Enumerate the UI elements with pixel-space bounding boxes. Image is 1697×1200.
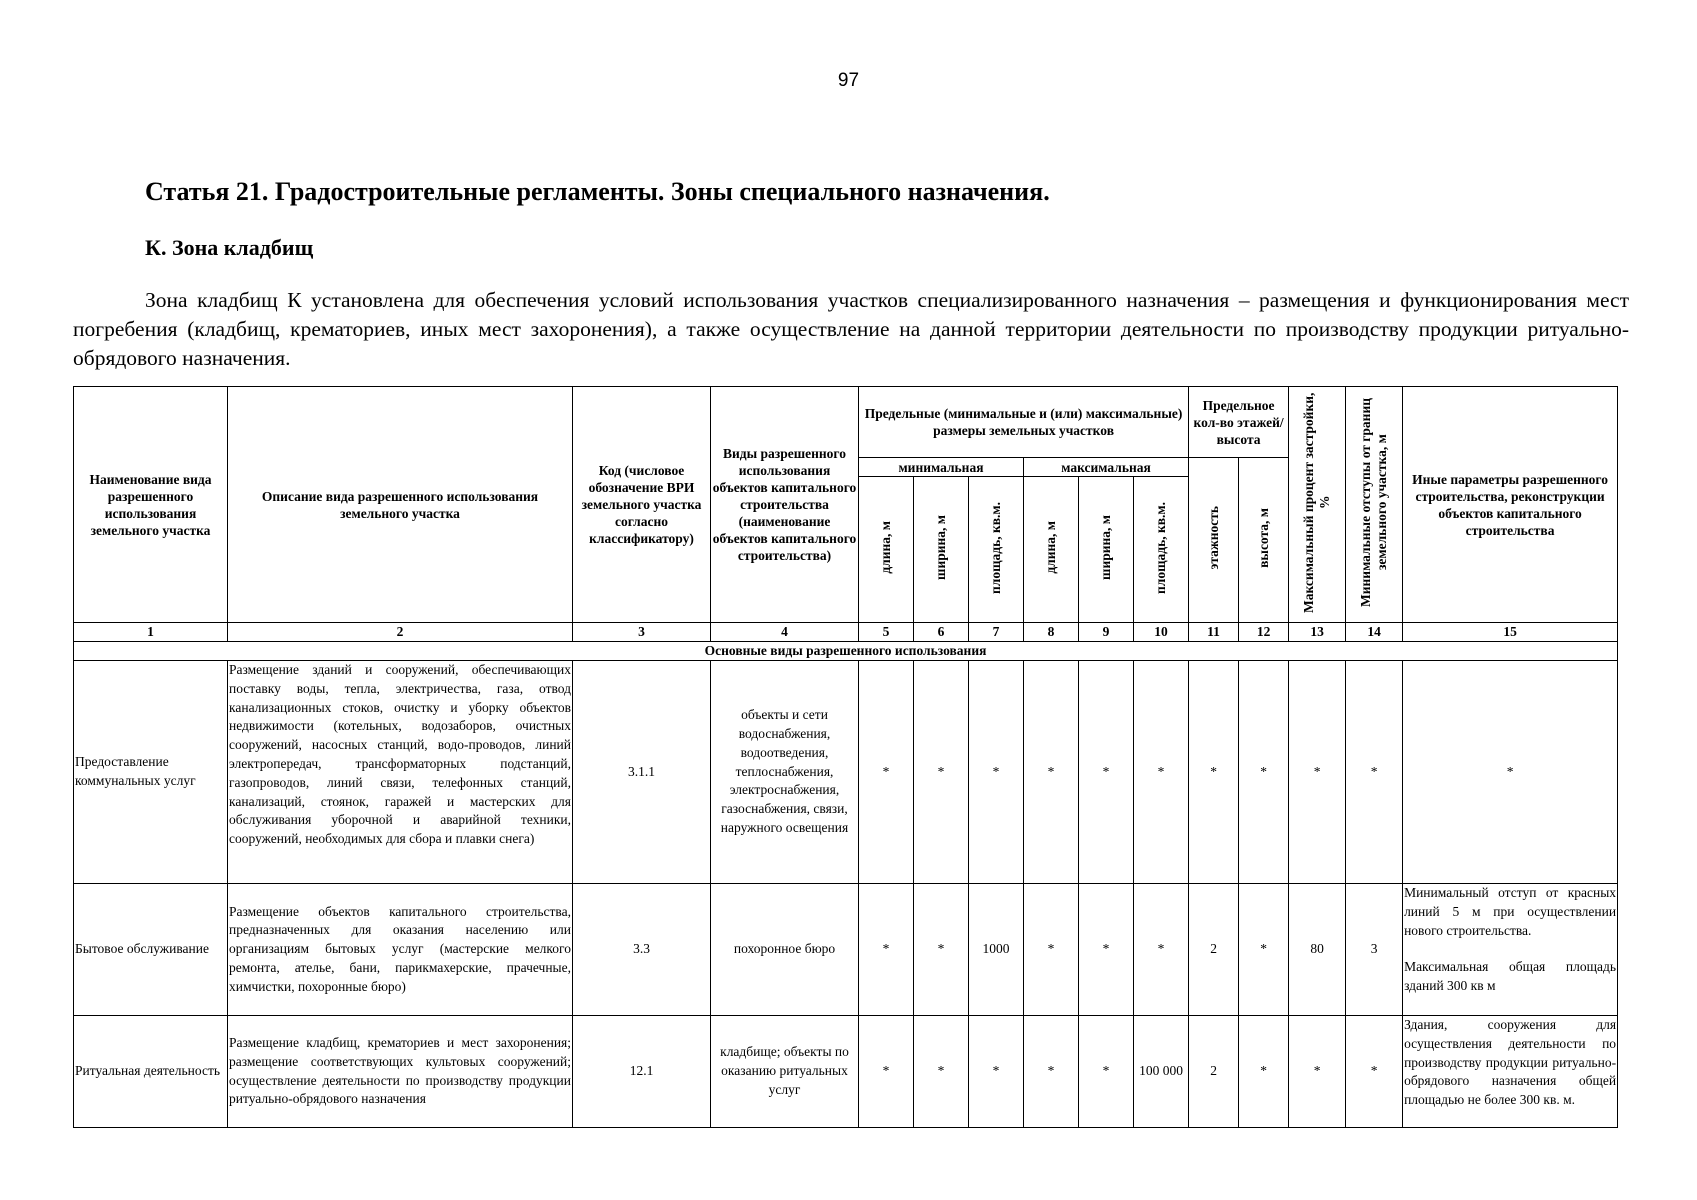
column-number: 3 [573, 623, 711, 642]
column-number: 12 [1239, 623, 1289, 642]
cell-min-width: * [914, 1016, 969, 1128]
cell-description: Размещение зданий и сооружений, обеспечивающих поставку воды, тепла, электричества, газа, отвод канализационных стоков, очистку и уборку объектов недвижимости (котельных, водозаборов, очистных сооружений, насосных станций, водо-проводов, линий электропередач, трансформаторных подстанций, газопроводов, линий связи, телефонных станций, канализаций, стоянок, гаражей и мастерских для обслуживания уборочной и аварийной техники, сооружений, необходимых для сбора и плавки снега) [228, 661, 573, 884]
header-object-types: Виды разрешенного использования объектов капитального строительства (наименование объектов капитального строительства) [711, 387, 859, 623]
column-number: 4 [711, 623, 859, 642]
cell-height: * [1239, 1016, 1289, 1128]
header-limits: Предельные (минимальные и (или) максимальные) размеры земельных участков [859, 387, 1189, 458]
cell-min-length: * [859, 661, 914, 884]
cell-objects: похоронное бюро [711, 884, 859, 1016]
cell-min-width: * [914, 661, 969, 884]
cell-floors: 2 [1189, 1016, 1239, 1128]
header-min-width: ширина, м [914, 477, 969, 623]
cell-min-width: * [914, 884, 969, 1016]
cell-max-build: * [1289, 1016, 1346, 1128]
header-min-length: длина, м [859, 477, 914, 623]
cell-max-width: * [1079, 1016, 1134, 1128]
cell-floors: 2 [1189, 884, 1239, 1016]
header-max-length: длина, м [1024, 477, 1079, 623]
cell-max-width: * [1079, 884, 1134, 1016]
section-row [74, 642, 1618, 661]
header-max-width: ширина, м [1079, 477, 1134, 623]
cell-objects: объекты и сети водоснабжения, водоотведения, теплоснабжения, электроснабжения, газоснабжения, связи, наружного освещения [711, 661, 859, 884]
header-floors-group: Предельное кол-во этажей/ высота [1189, 387, 1289, 458]
column-number: 11 [1189, 623, 1239, 642]
header-min-area: площадь, кв.м. [969, 477, 1024, 623]
cell-name: Ритуальная деятельность [74, 1016, 228, 1128]
header-height: высота, м [1239, 458, 1289, 623]
table-row [74, 884, 1618, 1016]
header-code: Код (числовое обозначение ВРИ земельного участка согласно классификатору) [573, 387, 711, 623]
cell-setback: * [1346, 661, 1403, 884]
header-min: минимальная [859, 458, 1024, 477]
cell-other: Здания, сооружения для осуществления деятельности по производству продукции ритуально-обрядового назначения общей площадью не более 300 кв. м. [1403, 1016, 1618, 1128]
cell-height: * [1239, 661, 1289, 884]
cell-code: 12.1 [573, 1016, 711, 1128]
article-title: Статья 21. Градостроительные регламенты. Зоны специального назначения. [145, 177, 1050, 206]
section-title: Основные виды разрешенного использования [74, 642, 1618, 661]
column-number: 8 [1024, 623, 1079, 642]
cell-height: * [1239, 884, 1289, 1016]
column-number: 15 [1403, 623, 1618, 642]
cell-other-text-2: Максимальная общая площадь зданий 300 кв м [1404, 959, 1617, 994]
cell-max-width: * [1079, 661, 1134, 884]
cell-description: Размещение кладбищ, крематориев и мест захоронения; размещение соответствующих культовых сооружений; осуществление деятельности по производству продукции ритуально-обрядового назначения [228, 1016, 573, 1128]
cell-objects: кладбище; объекты по оказанию ритуальных услуг [711, 1016, 859, 1128]
cell-max-build: 80 [1289, 884, 1346, 1016]
cell-max-area: * [1134, 661, 1189, 884]
header-description: Описание вида разрешенного использования земельного участка [228, 387, 573, 623]
cell-max-build: * [1289, 661, 1346, 884]
cell-min-length: * [859, 884, 914, 1016]
cell-max-length: * [1024, 884, 1079, 1016]
header-floors: этажность [1189, 458, 1239, 623]
cell-min-area: * [969, 661, 1024, 884]
cell-code: 3.3 [573, 884, 711, 1016]
cell-other-text: Минимальный отступ от красных линий 5 м при осуществлении нового строительства. [1404, 885, 1617, 938]
column-number: 7 [969, 623, 1024, 642]
column-number: 14 [1346, 623, 1403, 642]
header-max: максимальная [1024, 458, 1189, 477]
column-number: 5 [859, 623, 914, 642]
table-row [74, 661, 1618, 884]
cell-description: Размещение объектов капитального строительства, предназначенных для оказания населению или организациям бытовых услуг (мастерские мелкого ремонта, ателье, бани, парикмахерские, прачечные, химчистки, похоронные бюро) [228, 884, 573, 1016]
cell-other [1403, 884, 1618, 1016]
header-max-area: площадь, кв.м. [1134, 477, 1189, 623]
regulations-table [73, 386, 1618, 1128]
cell-min-area: * [969, 1016, 1024, 1128]
cell-min-length: * [859, 1016, 914, 1128]
column-number: 2 [228, 623, 573, 642]
table-row [74, 1016, 1618, 1128]
cell-max-length: * [1024, 1016, 1079, 1128]
cell-floors: * [1189, 661, 1239, 884]
intro-paragraph: Зона кладбищ К установлена для обеспечения условий использования участков специализированного назначения – размещения и функционирования мест погребения (кладбищ, крематориев, иных мест захоронения), а также осуществление на данной территории деятельности по производству продукции ритуально-обрядового назначения. [73, 288, 1629, 370]
column-number: 9 [1079, 623, 1134, 642]
cell-max-area: 100 000 [1134, 1016, 1189, 1128]
header-other: Иные параметры разрешенного строительства, реконструкции объектов капитального строительства [1403, 387, 1618, 623]
column-number: 13 [1289, 623, 1346, 642]
cell-other: * [1403, 661, 1618, 884]
column-number: 10 [1134, 623, 1189, 642]
cell-min-area: 1000 [969, 884, 1024, 1016]
page-number: 97 [837, 70, 860, 91]
zone-title: К. Зона кладбищ [145, 235, 314, 260]
header-max-build: Максимальный процент застройки, % [1289, 387, 1346, 623]
column-number: 1 [74, 623, 228, 642]
cell-setback: 3 [1346, 884, 1403, 1016]
column-numbers-row [74, 623, 1618, 642]
column-number: 6 [914, 623, 969, 642]
cell-max-length: * [1024, 661, 1079, 884]
cell-name: Бытовое обслуживание [74, 884, 228, 1016]
cell-name: Предоставление коммунальных услуг [74, 661, 228, 884]
header-name: Наименование вида разрешенного использования земельного участка [74, 387, 228, 623]
cell-code: 3.1.1 [573, 661, 711, 884]
cell-setback: * [1346, 1016, 1403, 1128]
header-min-setback: Минимальные отступы от границ земельного участка, м [1346, 387, 1403, 623]
cell-max-area: * [1134, 884, 1189, 1016]
